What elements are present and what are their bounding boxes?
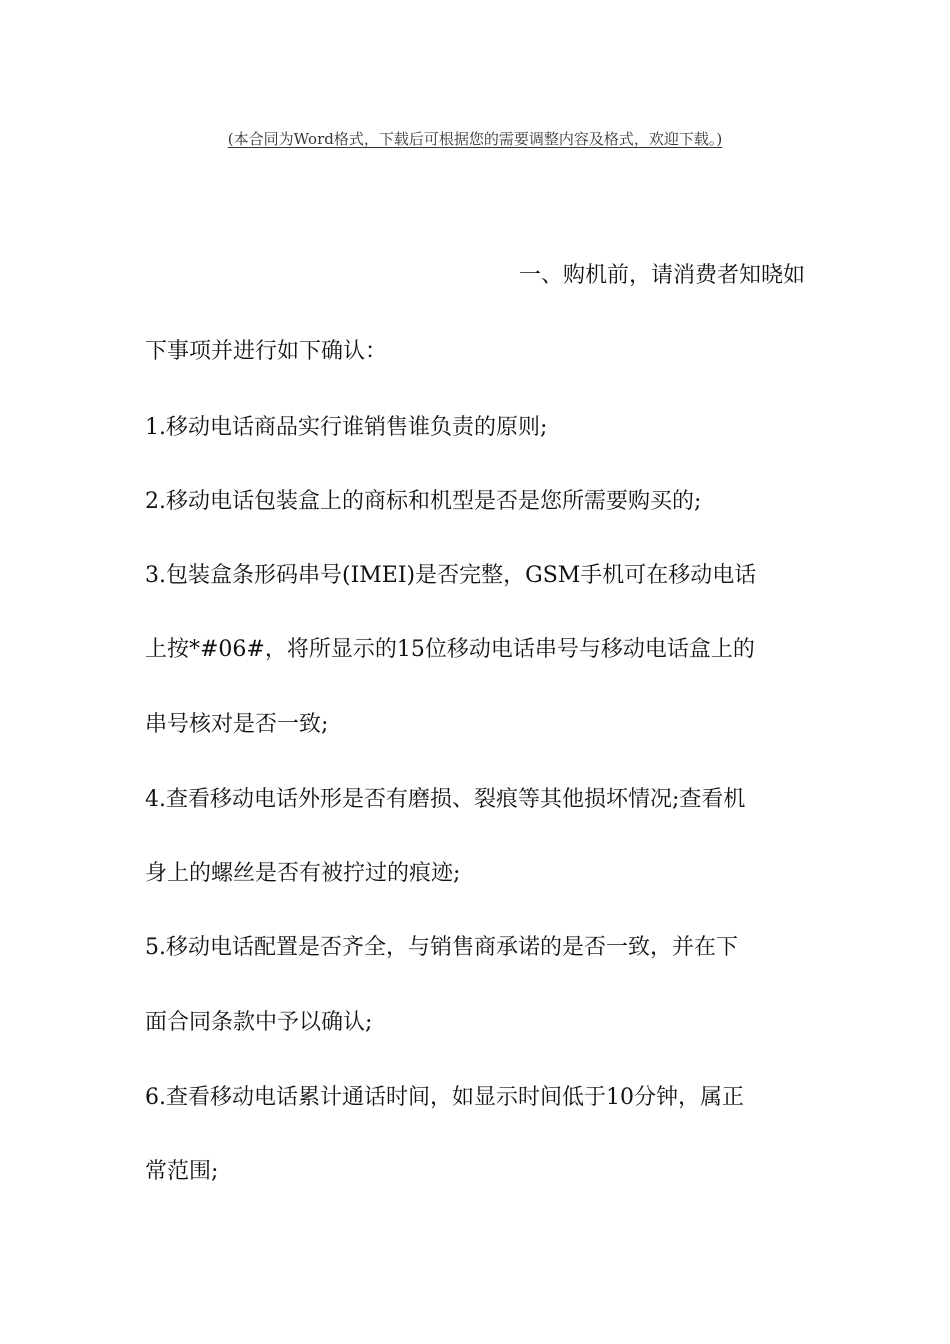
body-line: 1.移动电话商品实行谁销售谁负责的原则;: [145, 415, 548, 440]
body-line: 3.包装盒条形码串号(IMEI)是否完整，GSM手机可在移动电话: [145, 563, 757, 588]
body-line: 4.查看移动电话外形是否有磨损、裂痕等其他损坏情况;查看机: [145, 787, 746, 812]
download-notice: [0, 127, 950, 151]
body-line: 6.查看移动电话累计通话时间，如显示时间低于10分钟，属正: [145, 1085, 744, 1110]
download-notice-text: (本合同为Word格式，下载后可根据您的需要调整内容及格式，欢迎下载。): [227, 130, 723, 148]
body-line: 身上的螺丝是否有被拧过的痕迹;: [145, 861, 461, 886]
body-line: 5.移动电话配置是否齐全，与销售商承诺的是否一致，并在下: [145, 935, 738, 960]
body-line: 面合同条款中予以确认;: [145, 1010, 373, 1035]
body-line: 上按*#06#，将所显示的15位移动电话串号与移动电话盒上的: [145, 637, 755, 662]
body-line: 2.移动电话包装盒上的商标和机型是否是您所需要购买的;: [145, 489, 702, 514]
section-heading: 一、购机前，请消费者知晓如: [518, 263, 805, 288]
body-line: 串号核对是否一致;: [145, 712, 329, 737]
body-line: 下事项并进行如下确认：: [145, 339, 388, 364]
body-line: 常范围;: [145, 1159, 219, 1184]
